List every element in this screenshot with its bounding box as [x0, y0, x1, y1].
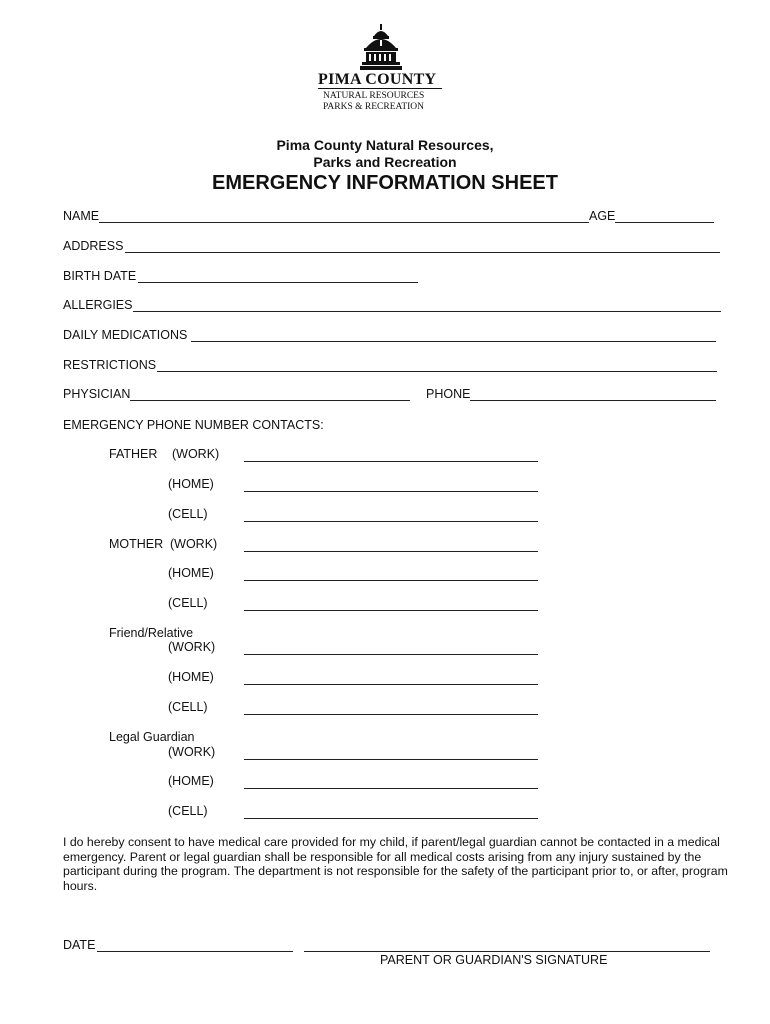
friend-cell-label: (CELL) — [168, 700, 208, 714]
restrictions-label: RESTRICTIONS — [63, 358, 157, 372]
daily-medications-label: DAILY MEDICATIONS — [63, 328, 188, 342]
logo-divider — [318, 88, 442, 89]
logo-line-1: NATURAL RESOURCES — [323, 91, 425, 101]
signature-label: PARENT OR GUARDIAN'S SIGNATURE — [380, 953, 608, 967]
logo-org-name: PIMA COUNTY — [318, 71, 437, 88]
pima-county-logo — [318, 22, 450, 114]
friend-cell-field[interactable] — [244, 714, 538, 715]
page-title: EMERGENCY INFORMATION SHEET — [212, 172, 558, 194]
friend-home-field[interactable] — [244, 684, 538, 685]
daily-medications-field[interactable] — [191, 341, 716, 342]
date-field[interactable] — [97, 951, 293, 952]
allergies-field[interactable] — [133, 311, 721, 312]
mother-label: MOTHER — [109, 537, 164, 551]
father-cell-field[interactable] — [244, 521, 538, 522]
guardian-cell-label: (CELL) — [168, 804, 208, 818]
friend-work-label: (WORK) — [168, 640, 216, 654]
father-work-label: (WORK) — [172, 447, 220, 461]
mother-cell-label: (CELL) — [168, 596, 208, 610]
legal-guardian-label: Legal Guardian — [109, 730, 195, 744]
age-label: AGE — [589, 209, 616, 223]
age-field[interactable] — [615, 222, 714, 223]
signature-field[interactable] — [304, 951, 710, 952]
mother-home-field[interactable] — [244, 580, 538, 581]
phone-field[interactable] — [470, 400, 716, 401]
father-home-label: (HOME) — [168, 477, 214, 491]
restrictions-field[interactable] — [157, 371, 717, 372]
birth-date-field[interactable] — [138, 282, 418, 283]
emergency-contacts-heading: EMERGENCY PHONE NUMBER CONTACTS: — [63, 418, 324, 432]
address-label: ADDRESS — [63, 239, 124, 253]
guardian-home-label: (HOME) — [168, 774, 214, 788]
physician-field[interactable] — [130, 400, 410, 401]
allergies-label: ALLERGIES — [63, 298, 133, 312]
consent-paragraph: I do hereby consent to have medical care provided for my child, if parent/legal guardian cannot be contacted in a medical emergency. Parent or legal guardian shall be responsible for all medical costs arising from any injury sustained by the participant during the program. The department is not responsible for the safety of the participant prior to, or after, program hours. — [63, 835, 728, 893]
friend-relative-label: Friend/Relative — [109, 626, 194, 640]
courthouse-dome-icon — [318, 22, 450, 72]
guardian-cell-field[interactable] — [244, 818, 538, 819]
mother-work-label: (WORK) — [170, 537, 218, 551]
logo-line-2: PARKS & RECREATION — [323, 102, 425, 112]
guardian-home-field[interactable] — [244, 788, 538, 789]
date-label: DATE — [63, 938, 96, 952]
org-header-line-1: Pima County Natural Resources, — [276, 137, 494, 153]
name-label: NAME — [63, 209, 100, 223]
address-field[interactable] — [125, 252, 720, 253]
father-label: FATHER — [109, 447, 158, 461]
mother-cell-field[interactable] — [244, 610, 538, 611]
guardian-work-field[interactable] — [244, 759, 538, 760]
friend-home-label: (HOME) — [168, 670, 214, 684]
birth-date-label: BIRTH DATE — [63, 269, 137, 283]
phone-label: PHONE — [426, 387, 471, 401]
father-home-field[interactable] — [244, 491, 538, 492]
mother-work-field[interactable] — [244, 551, 538, 552]
physician-label: PHYSICIAN — [63, 387, 131, 401]
name-field[interactable] — [99, 222, 589, 223]
friend-work-field[interactable] — [244, 654, 538, 655]
org-header-line-2: Parks and Recreation — [313, 154, 457, 170]
guardian-work-label: (WORK) — [168, 745, 216, 759]
mother-home-label: (HOME) — [168, 566, 214, 580]
father-work-field[interactable] — [244, 461, 538, 462]
father-cell-label: (CELL) — [168, 507, 208, 521]
